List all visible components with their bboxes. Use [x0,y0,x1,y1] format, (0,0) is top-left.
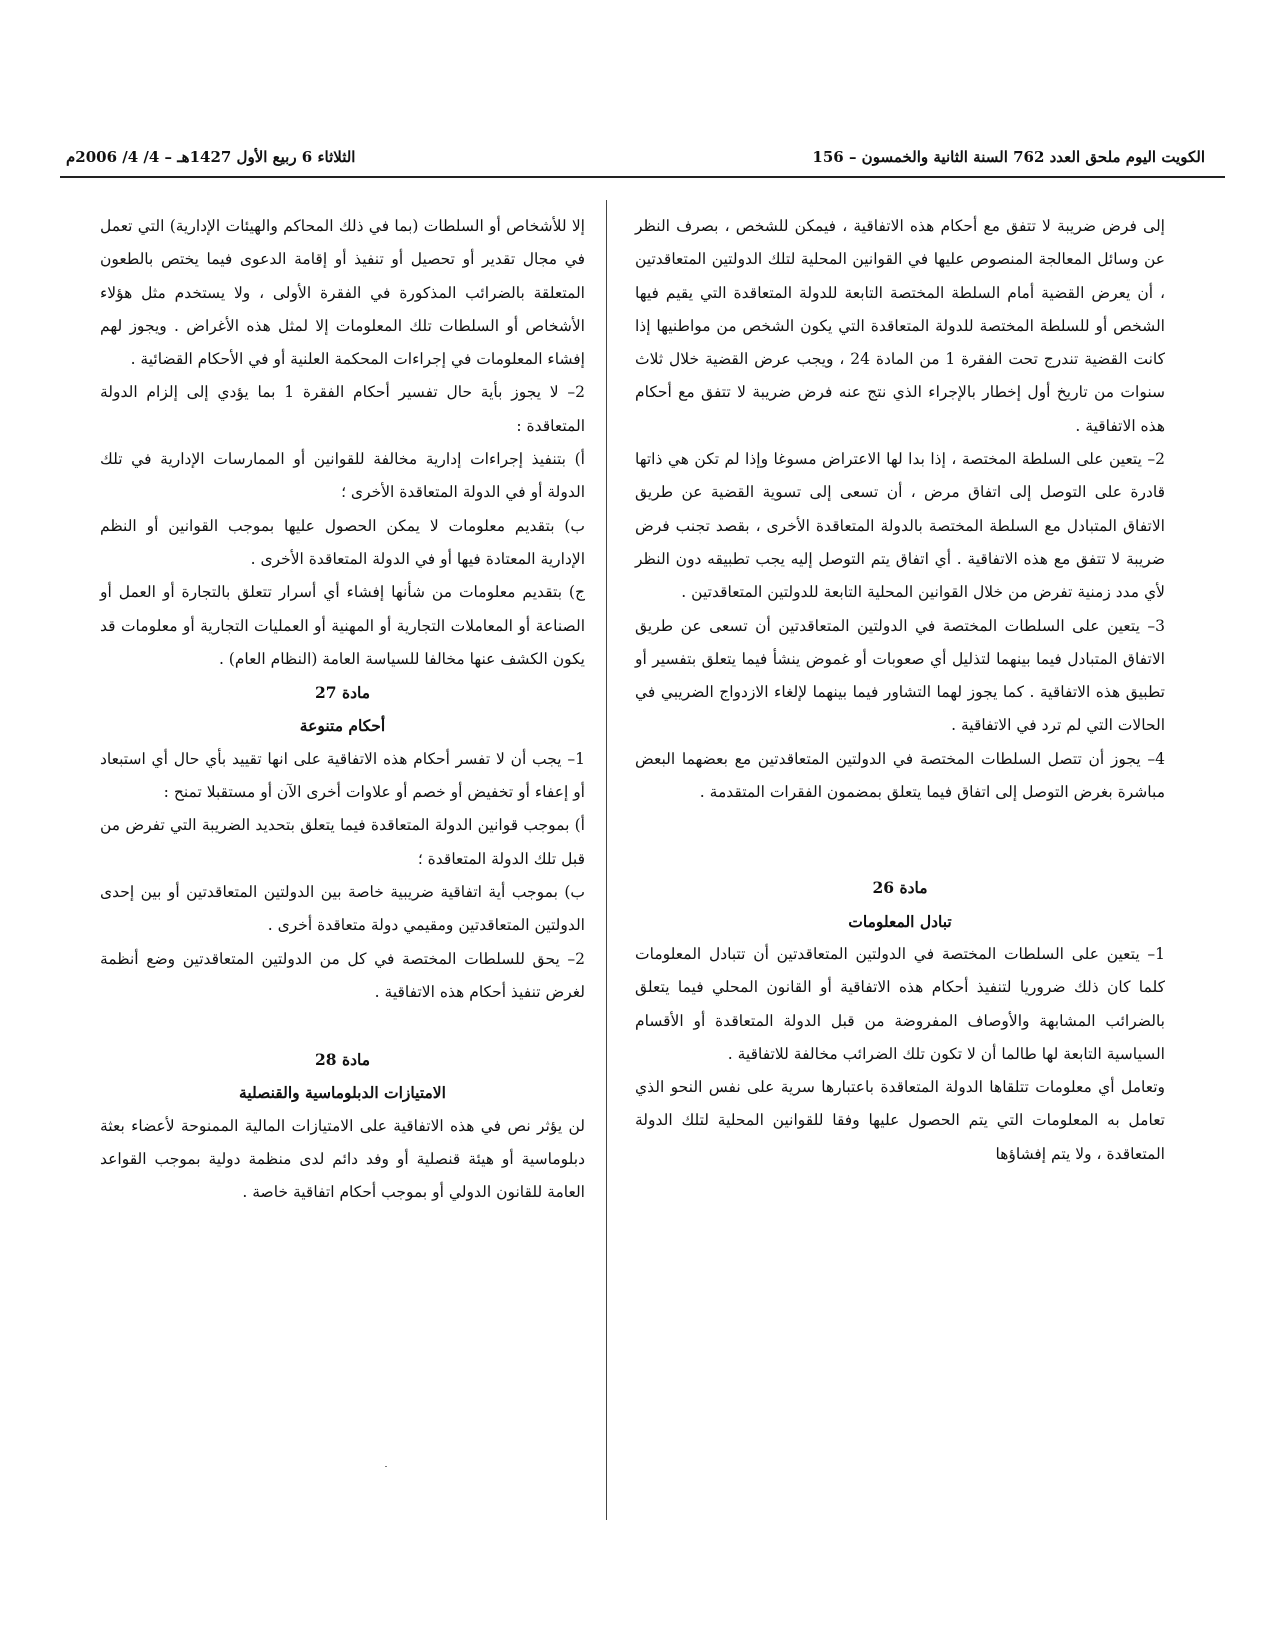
paragraph: 2– يتعين على السلطة المختصة ، إذا بدا لها الاعتراض مسوغا وإذا لم تكن هي ذاتها قادرة على التوصل إلى اتفاق مرض ، أن تسعى إلى تسوية القضية عن طريق الاتفاق المتبادل مع السلطة المختصة بالدولة المتعاقدة الأخرى ، بقصد تجنب فرض ضريبة لا تتفق مع هذه الاتفاقية . أي اتفاق يتم التوصل إليه يجب تطبيقه دون النظر لأي مدد زمنية تفرض من خلال القوانين المحلية التابعة للدولتين المتعاقدتين . [635,450,1165,602]
article-28-title: الامتيازات الدبلوماسية والقنصلية [239,1083,446,1103]
paragraph: أ) بموجب قوانين الدولة المتعاقدة فيما يتعلق بتحديد الضريبة التي تفرض من قبل تلك الدولة المتعاقدة ؛ [100,816,585,868]
paragraph: وتعامل أي معلومات تتلقاها الدولة المتعاقدة باعتبارها سرية على نفس النحو الذي تعامل به المعلومات التي يتم الحصول عليها وفقا للقوانين المحلية لتلك الدولة المتعاقدة ، ولا يتم إفشاؤها [635,1078,1165,1163]
header-rule [60,176,1225,178]
paragraph: إلا للأشخاص أو السلطات (بما في ذلك المحاكم والهيئات الإدارية) التي تعمل في مجال تقدير أو تحصيل أو تنفيذ أو إقامة الدعوى فيما يختص بالطعون المتعلقة بالضرائب المذكورة في الفقرة الأولى ، ولا يستخدم مثل هؤلاء الأشخاص أو السلطات تلك المعلومات إلا لمثل هذه الأغراض . ويجوز لهم إفشاء المعلومات في إجراءات المحكمة العلنية أو في الأحكام القضائية . [100,217,585,369]
page-header-date: الثلاثاء 6 ربيع الأول 1427هـ – 4/ 4/ 2006م [66,148,356,166]
left-column [100,210,585,1210]
page-header-publication: الكويت اليوم ملحق العدد 762 السنة الثانية والخمسون – 156 [812,148,1205,166]
paragraph: إلى فرض ضريبة لا تتفق مع أحكام هذه الاتفاقية ، فيمكن للشخص ، بصرف النظر عن وسائل المعالجة المنصوص عليها في القوانين المحلية لتلك الدولتين المتعاقدتين ، أن يعرض القضية أمام السلطة المختصة التابعة للدولة المتعاقدة التي يقيم فيها الشخص أو للسلطة المختصة للدولة المتعاقدة التي يكون الشخص من مواطنيها إذا كانت القضية تندرج تحت الفقرة 1 من المادة 24 ، ويجب عرض القضية خلال ثلاث سنوات من تاريخ أول إخطار بالإجراء الذي نتج عنه فرض ضريبة لا تتفق مع أحكام هذه الاتفاقية . [635,217,1165,435]
paragraph: 1– يجب أن لا تفسر أحكام هذه الاتفاقية على انها تقييد بأي حال أي استبعاد أو إعفاء أو تخفيض أو خصم أو علاوات أخرى الآن أو مستقبلا تمنح : [100,749,585,802]
paragraph: لن يؤثر نص في هذه الاتفاقية على الامتيازات المالية الممنوحة لأعضاء بعثة دبلوماسية أو هيئة قنصلية أو وفد دائم لدى منظمة دولية بموجب القواعد العامة للقانون الدولي أو بموجب أحكام اتفاقية خاصة . [100,1116,585,1202]
spacer [635,809,1165,871]
paragraph: ب) بموجب أية اتفاقية ضريبية خاصة بين الدولتين المتعاقدتين أو بين إحدى الدولتين المتعاقدتين ومقيمي دولة متعاقدة أخرى . [100,882,585,935]
article-26-title: تبادل المعلومات [848,911,952,931]
scan-speck [385,1466,387,1467]
article-26-number: مادة 26 [872,878,928,898]
paragraph: أ) بتنفيذ إجراءات إدارية مخالفة للقوانين أو الممارسات الإدارية في تلك الدولة أو في الدولة المتعاقدة الأخرى ؛ [100,450,585,502]
paragraph: 2– يحق للسلطات المختصة في كل من الدولتين المتعاقدتين وضع أنظمة لغرض تنفيذ أحكام هذه الاتفاقية . [100,949,585,1001]
paragraph: ب) بتقديم معلومات لا يمكن الحصول عليها بموجب القوانين أو النظم الإدارية المعتادة فيها أو في الدولة المتعاقدة الأخرى . [100,516,585,568]
article-27-title: أحكام متنوعة [299,716,386,736]
paragraph: 4– يجوز أن تتصل السلطات المختصة في الدولتين المتعاقدتين مع بعضهما البعض مباشرة بغرض التوصل إلى اتفاق فيما يتعلق بمضمون الفقرات المتقدمة . [635,749,1165,802]
column-divider [606,200,607,1520]
paragraph: 1– يتعين على السلطات المختصة في الدولتين المتعاقدتين أن تتبادل المعلومات كلما كان ذلك ضروريا لتنفيذ أحكام هذه الاتفاقية أو القانون المحلي فيما يتعلق بالضرائب المشابهة والأوصاف المفروضة من قبل الدولة المتعاقدة أو الأقسام السياسية التابعة لها طالما أن لا تكون تلك الضرائب مخالفة للاتفاقية . [635,944,1165,1063]
paragraph: 2– لا يجوز بأية حال تفسير أحكام الفقرة 1 بما يؤدي إلى إلزام الدولة المتعاقدة : [100,383,585,435]
paragraph: ج) بتقديم معلومات من شأنها إفشاء أي أسرار تتعلق بالتجارة أو العمل أو الصناعة أو المعاملات التجارية أو المهنية أو العمليات التجارية أو معلومات قد يكون الكشف عنها مخالفا للسياسة العامة (النظام العام) . [100,583,585,668]
right-column [635,210,1165,1171]
spacer [100,1009,585,1043]
article-27-number: مادة 27 [314,683,371,703]
paragraph: 3– يتعين على السلطات المختصة في الدولتين المتعاقدتين أن تسعى عن طريق الاتفاق المتبادل فيما بينهما لتذليل أي صعوبات أو غموض ينشأ فيما يتعلق بتفسير أو تطبيق هذه الاتفاقية . كما يجوز لهما التشاور فيما بينهما لإلغاء الازدواج الضريبي في الحالات التي لم ترد في الاتفاقية . [635,616,1165,735]
article-28-number: مادة 28 [314,1050,371,1070]
